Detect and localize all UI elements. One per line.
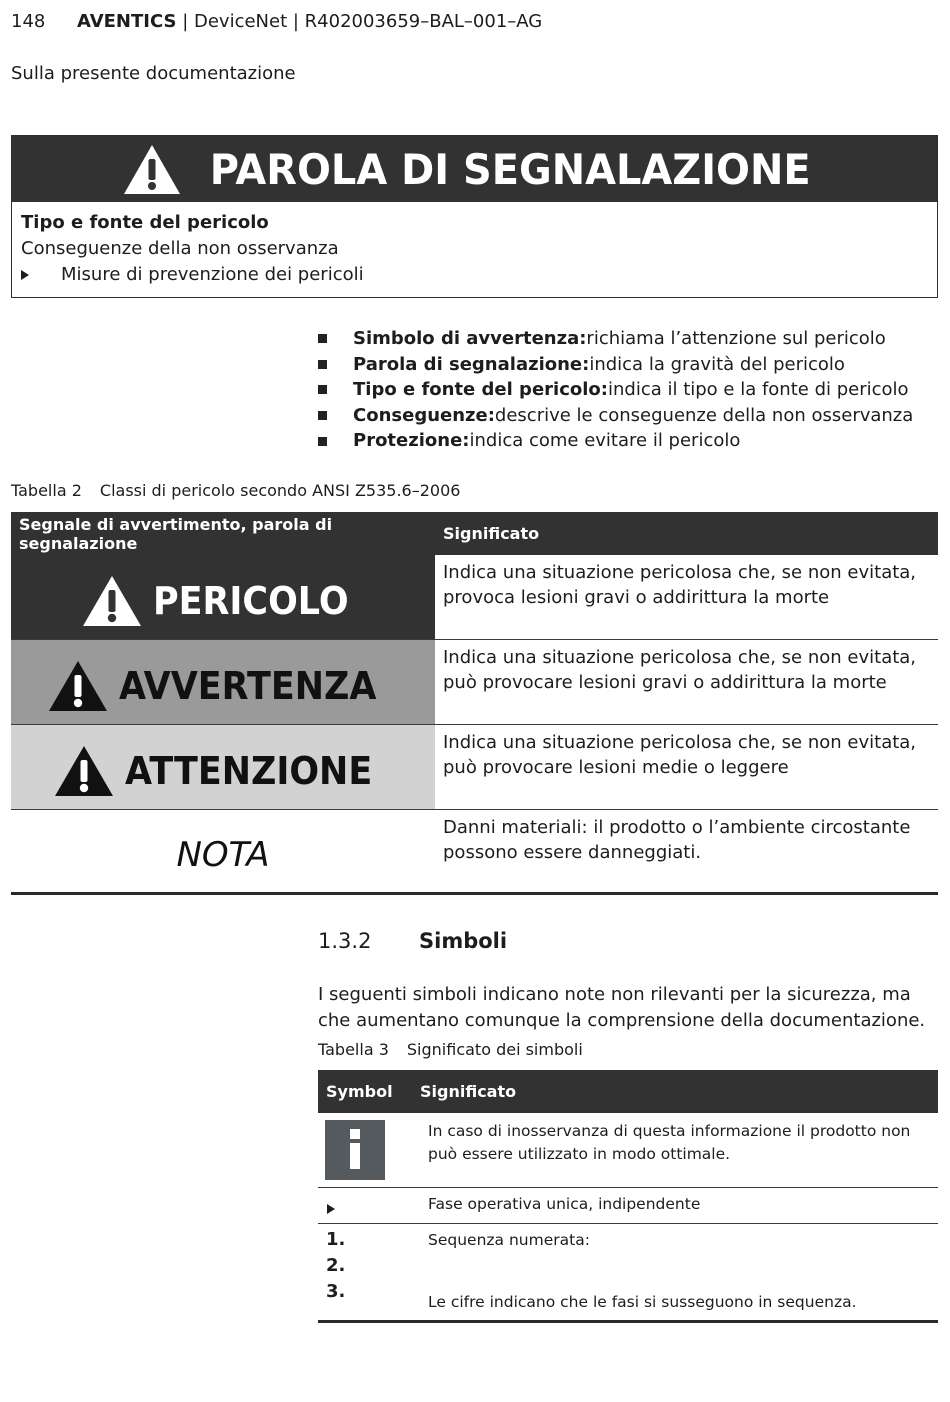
list-item [318, 352, 913, 378]
warning-box-lines [12, 202, 937, 296]
square-bullet-icon [318, 360, 327, 369]
list-text: indica il tipo e la fonte di pericolo [607, 379, 909, 401]
column-header-symbol: Symbol [326, 1082, 393, 1101]
list-term: Tipo e fonte del pericolo: [353, 379, 608, 401]
meaning-cell: In caso di inosservanza di questa informazione il prodotto non può essere utilizzato in modo ottimale. [428, 1122, 911, 1163]
list-term: Protezione: [353, 430, 470, 452]
section-number: 1.3.2 [318, 929, 372, 953]
intro-paragraph: I seguenti simboli indicano note non rilevanti per la sicurezza, ma che aumentano comunque la comprensione della documentazione. [318, 984, 926, 1031]
column-header-meaning: Significato [420, 1082, 517, 1101]
prevention-line [21, 262, 928, 288]
table-row [318, 1188, 938, 1224]
warning-example-box [11, 135, 938, 298]
meaning-cell: Indica una situazione pericolosa che, se non evitata, provoca lesioni gravi o addirittura la morte [443, 562, 917, 608]
section-title: Simboli [419, 929, 508, 953]
step-number: 3. [326, 1281, 346, 1302]
list-term: Simbolo di avvertenza: [353, 328, 587, 349]
symbol-cell [318, 1224, 428, 1320]
brand-name: AVENTICS [77, 11, 177, 32]
signal-cell-caution [11, 725, 435, 809]
step-number: 1. [326, 1229, 346, 1250]
signal-word-warning: AVVERTENZA [119, 664, 377, 708]
square-bullet-icon [318, 385, 327, 394]
meaning-cell: Danni materiali: il prodotto o l’ambiente circostante possono essere danneggiati. [443, 817, 911, 863]
section-name: Sulla presente documentazione [11, 63, 296, 84]
document-id: | DeviceNet | R402003659–BAL–001–AG [176, 11, 543, 32]
page-number: 148 [11, 11, 46, 32]
meaning-line: Sequenza numerata: [428, 1231, 590, 1249]
table3-caption-number: Tabella 3 [318, 1040, 389, 1059]
warning-triangle-icon [53, 744, 115, 798]
signal-word-caution: ATTENZIONE [124, 749, 372, 793]
signal-word: PAROLA DI SEGNALAZIONE [210, 144, 811, 194]
table-header [11, 512, 938, 555]
table-row [11, 555, 938, 640]
meaning-cell: Indica una situazione pericolosa che, se non evitata, può provocare lesioni gravi o addirittura la morte [443, 647, 917, 693]
warning-triangle-icon [122, 143, 182, 196]
step-number: 2. [326, 1255, 346, 1276]
meaning-line: Le cifre indicano che le fasi si susseguono in sequenza. [428, 1293, 857, 1311]
table-header [318, 1070, 938, 1113]
table-row [11, 725, 938, 810]
list-item [318, 326, 913, 352]
table2-caption-text: Classi di pericolo secondo ANSI Z535.6–2006 [99, 481, 461, 500]
meaning-cell [428, 1224, 938, 1320]
hazard-classes-table [11, 512, 938, 895]
signal-word-notice: NOTA [176, 835, 270, 875]
list-text: richiama l’attenzione sul pericolo [586, 328, 886, 349]
symbol-cell [318, 1188, 428, 1223]
warning-triangle-icon [47, 659, 109, 713]
square-bullet-icon [318, 411, 327, 420]
consequences-line: Conseguenze della non osservanza [21, 238, 339, 259]
signal-cell-warning [11, 640, 435, 724]
square-bullet-icon [318, 334, 327, 343]
table3-caption [318, 1040, 583, 1059]
symbol-cell [318, 1113, 428, 1187]
meaning-cell: Fase operativa unica, indipendente [428, 1195, 701, 1213]
column-header-signal: Segnale di avvertimento, parola di segnalazione [19, 514, 333, 553]
table2-caption-number: Tabella 2 [11, 481, 82, 500]
hazard-type-line: Tipo e fonte del pericolo [21, 212, 269, 233]
table2-caption [11, 481, 460, 500]
list-text: indica la gravità del pericolo [589, 353, 845, 375]
page-header [11, 11, 542, 32]
arrow-bullet-icon [327, 1204, 335, 1214]
list-term: Parola di segnalazione: [353, 353, 590, 375]
symbols-table [318, 1070, 938, 1323]
column-header-meaning: Significato [443, 524, 540, 543]
meaning-cell: Indica una situazione pericolosa che, se non evitata, può provocare lesioni medie o leggere [443, 732, 917, 778]
signal-cell-notice [11, 810, 435, 892]
table-row [11, 810, 938, 895]
list-text: descrive le conseguenze della non osservanza [494, 404, 914, 426]
info-icon [325, 1120, 385, 1180]
prevention-text: Misure di prevenzione dei pericoli [61, 264, 364, 285]
table-row [11, 640, 938, 725]
table-row [318, 1113, 938, 1188]
list-term: Conseguenze: [353, 404, 495, 426]
section-heading [318, 929, 507, 953]
table-row [318, 1224, 938, 1323]
table3-caption-text: Significato dei simboli [406, 1040, 583, 1059]
list-item [318, 377, 913, 403]
list-item [318, 403, 913, 429]
warning-triangle-icon [81, 574, 143, 628]
list-text: indica come evitare il pericolo [469, 430, 741, 452]
list-item [318, 428, 913, 454]
signal-word-danger: PERICOLO [152, 579, 349, 623]
signal-cell-danger [11, 555, 435, 639]
warning-parts-list [318, 326, 913, 454]
square-bullet-icon [318, 437, 327, 446]
warning-signal-bar [12, 136, 937, 202]
arrow-bullet-icon [21, 270, 29, 280]
